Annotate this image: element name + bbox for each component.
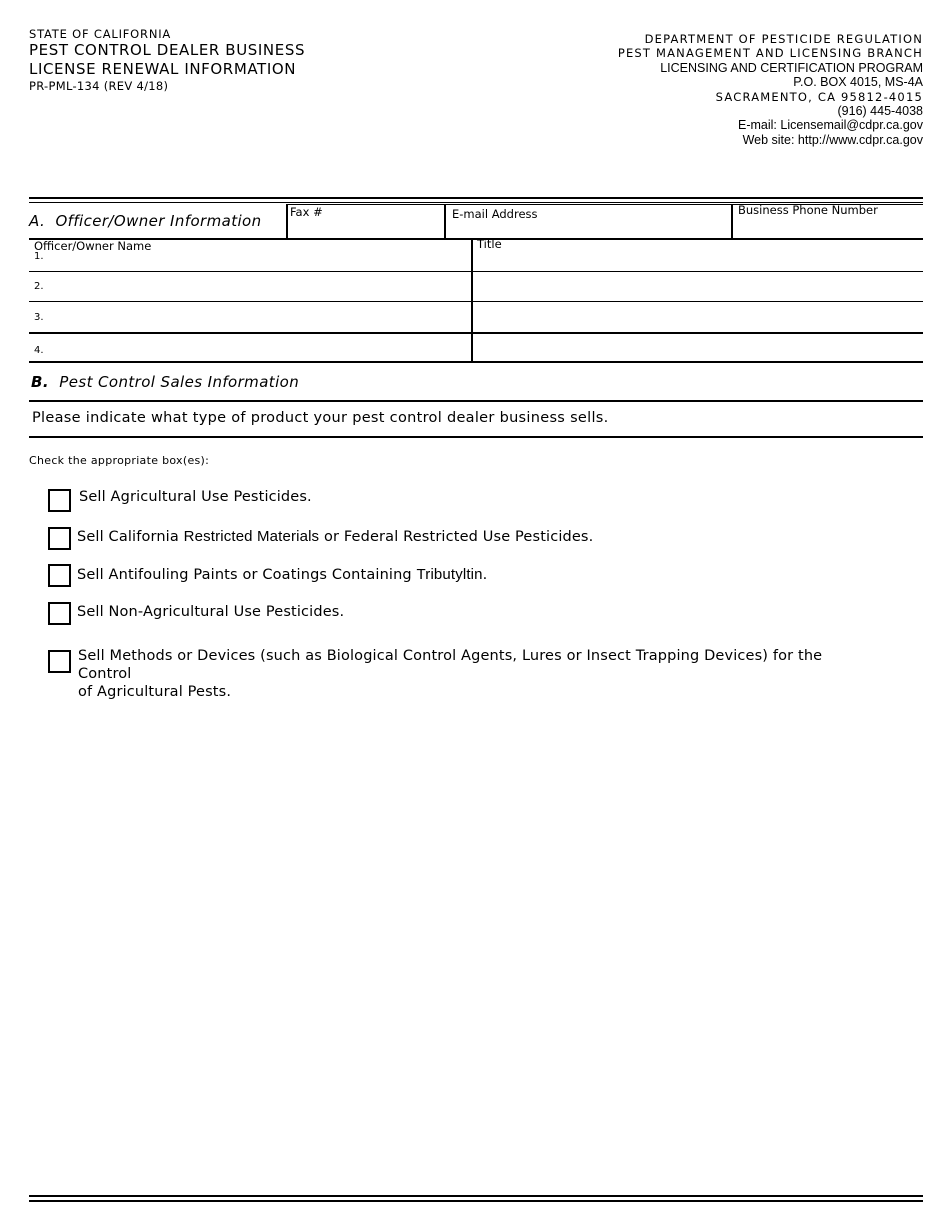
antifouling-paints-checkbox[interactable] — [48, 564, 71, 587]
fax-input[interactable] — [288, 220, 442, 237]
form-title-line1: PEST CONTROL DEALER BUSINESS — [29, 41, 306, 59]
section-a-heading — [29, 212, 262, 230]
business-phone-label: Business Phone Number — [738, 203, 878, 217]
divider — [29, 436, 923, 438]
agricultural-use-label: Sell Agricultural Use Pesticides. — [79, 489, 312, 505]
state-label: STATE OF CALIFORNIA — [29, 27, 172, 41]
restricted-materials-label — [77, 528, 593, 546]
officer-title-input-3[interactable] — [475, 304, 921, 330]
antifouling-text-1: Sell Antifouling Paints or Coatings Containing — [77, 567, 417, 583]
agency-program: LICENSING AND CERTIFICATION PROGRAM — [660, 60, 923, 75]
divider — [29, 332, 923, 334]
agency-email: E-mail: Licensemail@cdpr.ca.gov — [738, 118, 923, 133]
section-a-letter: A. — [29, 212, 46, 230]
officer-name-input-1[interactable] — [50, 252, 468, 270]
form-header — [29, 28, 305, 94]
section-a-title: Officer/Owner Information — [55, 212, 262, 230]
officer-title-input-2[interactable] — [475, 274, 921, 300]
antifouling-paints-label — [77, 566, 487, 584]
agency-po-box: P.O. BOX 4015, MS-4A — [793, 75, 923, 90]
methods-devices-line2: of Agricultural Pests. — [78, 684, 232, 700]
row-number-4: 4. — [34, 345, 44, 356]
agency-city: SACRAMENTO, CA 95812-4015 — [715, 89, 923, 104]
email-input[interactable] — [446, 222, 730, 237]
officer-title-input-4[interactable] — [475, 335, 921, 360]
non-agricultural-use-checkbox[interactable] — [48, 602, 71, 625]
section-a-bottom-rule — [29, 361, 923, 363]
section-b-instruction: Please indicate what type of product your pest control dealer business sells. — [32, 410, 609, 426]
restricted-materials-checkbox[interactable] — [48, 527, 71, 550]
business-phone-input[interactable] — [733, 218, 922, 237]
agency-department: DEPARTMENT OF PESTICIDE REGULATION — [644, 32, 923, 46]
section-b-title: Pest Control Sales Information — [59, 373, 300, 391]
methods-devices-label — [78, 647, 878, 701]
officer-name-header: Officer/Owner Name — [34, 239, 152, 253]
footer-rule-inner — [29, 1200, 923, 1202]
restricted-materials-text-3: or Federal Restricted Use Pesticides. — [319, 529, 594, 545]
row-number-1: 1. — [34, 251, 44, 262]
officer-name-input-2[interactable] — [50, 274, 468, 300]
antifouling-text-3: . — [482, 567, 488, 583]
form-number: PR-PML-134 (REV 4/18) — [29, 79, 169, 93]
agency-website: Web site: http://www.cdpr.ca.gov — [742, 132, 923, 147]
agricultural-use-checkbox[interactable] — [48, 489, 71, 512]
divider — [29, 238, 923, 240]
restricted-materials-text-2: Restricted Materials — [183, 528, 320, 545]
divider — [29, 400, 923, 402]
methods-devices-line1: Sell Methods or Devices (such as Biological Control Agents, Lures or Insect Trapping Devices) for the Control — [78, 648, 823, 682]
email-label: E-mail Address — [452, 207, 538, 221]
officer-name-input-4[interactable] — [50, 335, 468, 360]
non-agricultural-use-label: Sell Non-Agricultural Use Pesticides. — [77, 604, 345, 620]
officer-title-input-1[interactable] — [475, 252, 921, 270]
agency-address-block — [503, 32, 923, 147]
antifouling-text-2: Tributyltin — [416, 566, 483, 583]
agency-branch: PEST MANAGEMENT AND LICENSING BRANCH — [617, 46, 923, 61]
form-title-line2: LICENSE RENEWAL INFORMATION — [29, 60, 297, 78]
divider — [29, 271, 923, 272]
section-a-top-rule — [29, 197, 923, 199]
row-number-3: 3. — [34, 312, 44, 323]
section-b-heading — [31, 373, 299, 391]
fax-label: Fax # — [290, 205, 323, 219]
methods-devices-checkbox[interactable] — [48, 650, 71, 673]
restricted-materials-text-1: Sell California — [77, 529, 184, 545]
officer-title-header: Title — [477, 237, 502, 251]
check-boxes-hint: Check the appropriate box(es): — [29, 454, 210, 467]
row-number-2: 2. — [34, 281, 44, 292]
footer-rule — [29, 1195, 923, 1197]
section-b-letter: B. — [31, 373, 49, 391]
agency-phone: (916) 445-4038 — [837, 104, 923, 119]
divider — [29, 301, 923, 302]
officer-name-input-3[interactable] — [50, 304, 468, 330]
